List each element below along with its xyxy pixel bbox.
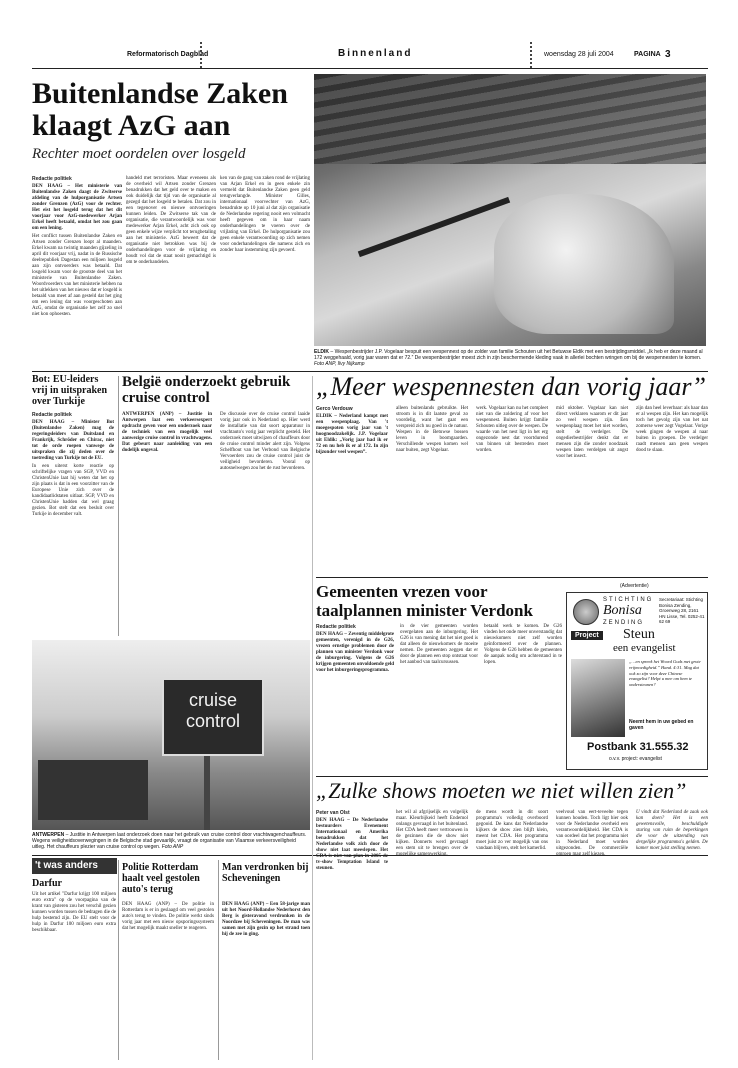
story5-col3-text: betaald werk te komen. De G26 vinden het onde meer onverstandig dat nieuwkomers niet zelf worden geïnformeerd over de plannen. Volgens de G26 hebben de gemeenten de aanpak nodig om achterstand in te lopen. <box>484 624 562 665</box>
story4-col3-text: werk. Vogelaar kan nu het compleet niet van die zoldering af voor het wespennest. Buiten krijgt familie Schouten uitleg over de wespen. De waarde van het nest ligt in het erg ongezonde nest dat voortdurend van binnen uit bestreden moet worden. <box>476 406 548 453</box>
story2-kicker: Redactie politiek <box>32 412 72 418</box>
photo-roof-beams <box>314 74 706 164</box>
divider-story4 <box>316 577 708 578</box>
story4-headline: „Meer wespennesten dan vorig jaar” <box>316 372 706 401</box>
ad-quote: „…en spreek het Woord Gods met grote vrijmoedigheid.” Hand. 4:31. Mag dat ook zo zijn voor deze Chinese evangelist? Helpt u mee om hem te ondersteunen? <box>629 659 701 688</box>
story6-col5-text: U vindt dat Nederland de zaak ook kan doen? Het is een gewetensvolle, beschuldigde sturing van ruim de beperkingen die voor de uitzending van dergelijke programma's gelden. De kamer moet juist stelling nemen. <box>636 810 708 851</box>
masthead-rule <box>32 68 708 69</box>
vrule-bottom3 <box>312 376 313 1060</box>
story1-col1-text: Het conflict tussen Buitenlandse Zaken en Artsen zonder Grenzen loopt al maanden. Erkel kwam na twintig maanden gijzeling in april dit voorjaar vrij, nadat in de Russische deelrepubliek Dagestan een miljoen losgeld aan zijn ontvoerders was betaald. Dat losgeld kwam voor de grootste deel van het ministerie van Buitenlandse Zaken. Woordvoerders van het ministerie hebben na het uitlekken van het nieuws dat er losgeld is betaald van meet af aan gesteld dat het ging om een lening dat was voorgeschoten aan AzG, omdat de organisatie het zelf zo snel niet kon ophoesten. <box>32 234 122 317</box>
story5-col3 <box>484 624 562 774</box>
cruise-photo-caption: ANTWERPEN – Justitie in Antwerpen laat onderzoek doen naar het gebruik van cruise control door vrachtwagenchauffeurs. Wegens veiligheidsoverwegingen in de Belgische stad gevaarlijk, vraagt de organisatie van Vlaamse verkeersveiligheid uitleg. Het chauffeurs plezier van cruise control op wegen. Foto ANP <box>32 832 307 850</box>
story3-col2 <box>220 412 310 636</box>
vrule-bottom2 <box>218 860 219 1060</box>
story1-col1 <box>32 176 122 376</box>
story6-headline: „Zulke shows moeten we niet willen zien” <box>316 778 687 803</box>
ad-logo-icon <box>573 599 599 625</box>
photo-spray-hose <box>358 197 510 257</box>
story6-lead: DEN HAAG – De Nederlandse bestuurders Evenement Internationaal en Amerika benadrukken dat het Nederlandse volk zich door de show niet laat meeslepen. Het CDA is niet van plan in 2005 de tv-show Temptation Island te steunen. <box>316 818 388 871</box>
story4-col5-text: zijn dan heel leverbaar: als haar dan er al wespen zijn. Het kan mogelijk toch het gevolg zijn van het nat zomerse weer zegt Vogelaar. Vorige week gingen de wespen al naar buiten in groepen. De verdelger raadt mensen aan geen wespen dood te slaan. <box>636 406 708 453</box>
rotterdam-body <box>122 902 214 1062</box>
story5-col2 <box>400 624 478 774</box>
ad-label: (Advertentie) <box>620 583 649 589</box>
masthead-page-label: PAGINA <box>634 51 661 58</box>
darfur-body <box>32 892 116 1062</box>
story6-col4 <box>556 810 628 1060</box>
ad-org-top: STICHTING <box>603 597 654 603</box>
divider-story5 <box>316 776 708 777</box>
story4-col2 <box>396 406 468 571</box>
ad-postbank: Postbank 31.555.32 <box>587 741 689 753</box>
story4-lead: ELDIK – Nederland kampt met een wespenplaag. Van 't moegespoten vorig jaar van 't hoognoodzakelijk. J.P. Vogelaar uit Eldik: „Vorig jaar had ik er 72 en nu heb ik er al 172. In zijn bijzonder veel wespen”. <box>316 414 388 455</box>
cruise-caption-label: ANTWERPEN <box>32 832 65 838</box>
story6-col3 <box>476 810 548 1060</box>
story5-kicker: Redactie politiek <box>316 624 356 630</box>
masthead-ornament-left <box>200 42 204 68</box>
story6-col2 <box>396 810 468 1060</box>
ad-project-label: Project <box>571 631 603 640</box>
darfur-text: Uit het artikel "Darfur krijgt 100 miljoen euro extra" op de voorpagina van de krant van gisteren zou het verschil gezien kunnen worden tussen de bedragen die de hulp bestemd zijn. De EU stelt voor de hulp in Darfur 100 miljoen euro extra beschikbaar. <box>32 892 116 933</box>
vrule-bottom1 <box>118 860 119 1060</box>
story1-kicker: Redactie politiek <box>32 176 72 182</box>
story5-headline: Gemeenten vrezen voor taalplannen minister Verdonk <box>316 582 533 620</box>
story6-col5 <box>636 810 708 1060</box>
wasp-photo-caption: ELDIK – Wespenbestrijder J.P. Vogelaar bespuit een wespennest op de zolder van familie Schouten uit het Betuwse Eldik met een bestrijdingsmiddel. „Ik heb er deze maand al 172 weggehaald, vorig jaar waren dat er 72.” De wespenbestrijder moest zich in zijn beschermende kleding vaak in allerlei bochten wringen om bij de wespennesten te komen. Foto ANP, Ilvy Nijkamp <box>314 349 703 367</box>
story1-headline: Buitenlandse Zaken klaagt AzG aan <box>32 77 288 142</box>
story6-col2-text: het wil al afgrijselijk en volgelijk maar. Kleurbijkeid heeft Endemol onlangs gevraagd in het buitenland. Het CDA heeft meer vertrouwen in de gezinnen die de show niet kijken. Donnerts werd gevraagd een stem uit te brengen over de mogelijke samenwerking. <box>396 810 468 857</box>
sign-text-line1: cruise <box>188 690 237 710</box>
story6-col1 <box>316 810 388 1060</box>
rotterdam-headline: Politie Rotterdam haalt veel gestolen auto's terug <box>122 862 200 895</box>
story4-col2-text: alleen buitenlands gebruikte. Het stroom is in dit laatste geval zo voordelig, want het gaat een verspreid zich nu goed in de natuur. Wespen in de Betuwse bossen leven in boomgaarden. Verschillende wespen komen wel naar buiten, zegt Vogelaar. <box>396 406 468 453</box>
story6-kicker: Peter van Olst <box>316 810 350 816</box>
story5-col2-text: in de vier gemeenten worden overgelaten aan de inburgering. Het G26 is van mening dat het niet goed is dat alleen de nieuwkomers de moeite nemen. De gemeenten zeggen dat er door de plannen een stop ontstaat voor het aanbod van taalcursussen. <box>400 624 478 665</box>
story4-col5 <box>636 406 708 571</box>
ad-postbank-sub: o.v.v. project: evangelist <box>609 756 662 762</box>
story1-col2-text: handeld met terroristen. Maar eveneens als de overheid wil Artsen zonder Grenzen benadrukken dat het geld over te maken en ook duidelijk dat tijd van de organisatie al gezegd dat het losgeld te betalen. Dat zou in een tegenover en nieuwe ontvoeringen kunnen leiden. De Zwitserse tak van de organisatie, die verantwoordelijk was voor medewerker Arjan Erkel, acht zich ook op geen enkele wijze verplicht tot terugbetaling aan het ministerie. AzG beweert dat de organisatie niet betrokken was bij de onderhandelingen voor de vrijlating en houdt vol dat de staat nooit gemachtigd is om te onderhandelen. <box>126 176 216 265</box>
masthead-page-number: 3 <box>665 49 671 60</box>
wasp-nest-photo <box>314 74 706 346</box>
masthead-section: Binnenland <box>338 48 413 59</box>
ad-org-bottom: ZENDING <box>603 620 644 626</box>
photo-sign-pole <box>204 750 210 830</box>
scheveningen-text: DEN HAAG (ANP) – Een 58-jarige man uit het Noord-Hollandse Nederhorst den Berg is gisteravond verdronken in de Noordzee bij Scheveningen. De man was samen met zijn gezin op het strand toen hij de zee in ging. <box>222 902 310 937</box>
cruise-control-photo <box>32 640 310 830</box>
story6-col3-text: de mens wordt in dit soort programma's volledig overboord gegooid. De kans dat Nederlandse kijkers de show zien blijft klein, meent het CDA. Het programma moet juist zo ver mogelijk van ons vandaan blijven, stelt het kamerlid. <box>476 810 548 851</box>
story4-col4 <box>556 406 628 571</box>
cruise-caption-credit: Foto ANP <box>161 844 184 850</box>
story3-headline: België onderzoekt gebruik cruise control <box>122 374 291 406</box>
ad-highlight: Neemt hem in uw gebed en gaven <box>629 719 694 731</box>
twas-anders-tag: 't was anders <box>32 858 117 874</box>
photo-truck <box>38 760 148 820</box>
story2-lead: DEN HAAG – Minister Bot (Buitenlandse Zaken) mag de regeringsleiders van Duitsland en Frankrijk, Schröder en Chirac, niet tot de orde roepen vanwege de uitspraken die zij deden over de toetreding van Turkije tot de EU. <box>32 420 114 461</box>
story5-col1 <box>316 624 394 774</box>
story3-lead: ANTWERPEN (ANP) – Justitie in Antwerpen laat een verkeersexpert opdracht geven voor een onderzoek naar de techniek van een mogelijk veel aanwezige cruise control in vrachtwagens. Dat gebeurt naar aanleiding van een dodelijk ongeval. <box>122 412 212 453</box>
masthead-ornament-right <box>530 42 534 68</box>
story1-col3-text: ken van de gang van zaken rond de vrijlating van Arjan Erkel en in geen enkele zin vermeld dat Buitenlandse Zaken geen geld terugverlangde. Minister Gilles, internationaal voorvechter van AzG, benadrukte op 10 juni al dat zijn organisatie de Nederlandse regering nooit een volmacht heeft gegeven om in haar naam onderhandelingen te voeren over de vrijlating van Erkel. De hulporganisatie zou geen enkele verantwoording op zich nemen voor onderhandelingen die namens zich en zonder haar instemming zijn gevoerd. <box>220 176 310 253</box>
cruise-control-sign <box>162 678 264 756</box>
story1-col3 <box>220 176 310 376</box>
story2-body <box>32 412 114 637</box>
cruise-caption-text: Justitie in Antwerpen laat onderzoek doen naar het gebruik van cruise control door vrachtwagenchauffeurs. Wegens veiligheidsoverwegingen in de Belgische stad gevaarlijk, vraagt de organisatie van Vlaamse verkeersveiligheid uitleg. Het chauffeurs plezier van cruise control op wegen. <box>32 832 307 850</box>
ad-org-name: Bonisa <box>603 603 642 618</box>
wasp-caption-text: Wespenbestrijder J.P. Vogelaar bespuit een wespennest op de zolder van familie Schouten uit het Betuwse Eldik met een bestrijdingsmiddel. „Ik heb er deze maand al 172 weggehaald, vorig jaar waren dat er 72.” De wespenbestrijder moest zich in zijn beschermende kleding vaak in allerlei bochten wringen om bij de wespennesten te komen. <box>314 349 703 361</box>
story1-col2 <box>126 176 216 376</box>
story4-col4-text: mid oktober. Vogelaar kan niet direct verklaren waarom er dit jaar zo veel wespen zijn. Een wespenplaag moet het niet worden, stelt de verdelger. De ongedierbestrijder denkt dat er mensen zijn die zonder noodzaak wespen laten verdelgen uit angst voor het insect. <box>556 406 628 459</box>
ad-project-title1: Steun <box>623 627 655 642</box>
story4-col3 <box>476 406 548 571</box>
scheveningen-headline: Man verdronken bij Scheveningen <box>222 862 309 884</box>
story1-subhead: Rechter moet oordelen over losgeld <box>32 146 246 162</box>
masthead-date: woensdag 28 juli 2004 <box>544 51 614 58</box>
masthead <box>0 0 738 78</box>
photo-worker-figure <box>494 194 674 334</box>
story3-body: De discussie over de cruise control laaide vorig jaar ook in Nederland op. Hier werd de installatie van dat soort apparatuur in vrachtauto's vorig jaar verplicht gesteld. Het onderzoek moet uitwijzen of chauffeurs door de cruise control minder alert zijn. Volgens Schelfhout van het Verbond van Belgische Vervoerders zou de cruise control juist de veiligheid bevorderen. Vooral op autosnelwegen zou het de rust bevorderen. <box>220 412 311 471</box>
wasp-caption-credit: Foto ANP, Ilvy Nijkamp <box>314 361 365 367</box>
story4-kicker: Gerco Verdouw <box>316 406 353 412</box>
ad-address: Secretariaat: Stichting Bonisa Zending, Groenweg 28, 2161 HN Lisse, Tel. 0252-41 62 69 <box>659 597 705 624</box>
story1-lead: DEN HAAG – Het ministerie van Buitenlandse Zaken daagt de Zwitserse afdeling van de hulporganisatie Artsen zonder Grenzen (AzG) voor de rechter. Het eist het losgeld terug dat het dit voorjaar voor AzG-medewerker Arjan Erkel heeft betaald, omdat het zou gaan om een lening. <box>32 184 122 231</box>
story2-headline: Bot: EU-leiders vrij in uitspraken over Turkije <box>32 374 108 407</box>
darfur-title: Darfur <box>32 878 62 889</box>
story5-lead: DEN HAAG – Zeventig middelgrote gemeenten, verenigd in de G26, vrezen ernstige problemen door de plannen van minister Verdonk voor de inburgering. Volgens de G26 krijgen gemeenten onvoldoende geld voor het inburgeringsprogramma. <box>316 632 394 673</box>
story4-col1 <box>316 406 388 571</box>
masthead-newspaper-name: Reformatorisch Dagblad <box>127 51 209 58</box>
vrule-story2 <box>118 376 119 636</box>
story2-text: In een uiterst korte reactie op schriftelijke vragen van SGP, VVD en ChristenUnie laat hij weten dat het op zijn plaats is dat in een voorzitter van de Europese Unie zich over de kandidaatlidstaten uitlaat. SGP, VVD en ChristenUnie hadden dat wel graag gezien. Bot stelt dat een besluit over Turkije in december valt. <box>32 464 114 517</box>
scheveningen-body <box>222 902 310 1062</box>
rotterdam-text: DEN HAAG (ANP) – De politie in Rotterdam is er in geslaagd om veel gestolen auto's terug te vinden. De politie werkt sinds vorig jaar met een nieuw opsporingssysteem dat het mogelijk maakt sneller te reageren. <box>122 902 214 931</box>
wasp-caption-label: ELDIK <box>314 349 329 355</box>
story3-col1 <box>122 412 212 636</box>
story6-col4-text: veelvoud van eert-teveelte tegen kunnen houden. Toch ligt hier ook voor de Nederlandse overheid een verantwoordelijkheid. Het CDA is van oordeel dat het programma niet in Nederland moet worden uitgezonden. De commerciële omroep mag zelf kiezen. <box>556 810 628 857</box>
ad-evangelist-photo <box>571 659 625 737</box>
bonisa-advertisement <box>566 592 708 770</box>
sign-text-line2: control <box>185 711 241 731</box>
ad-project-title2: een evangelist <box>613 642 676 654</box>
